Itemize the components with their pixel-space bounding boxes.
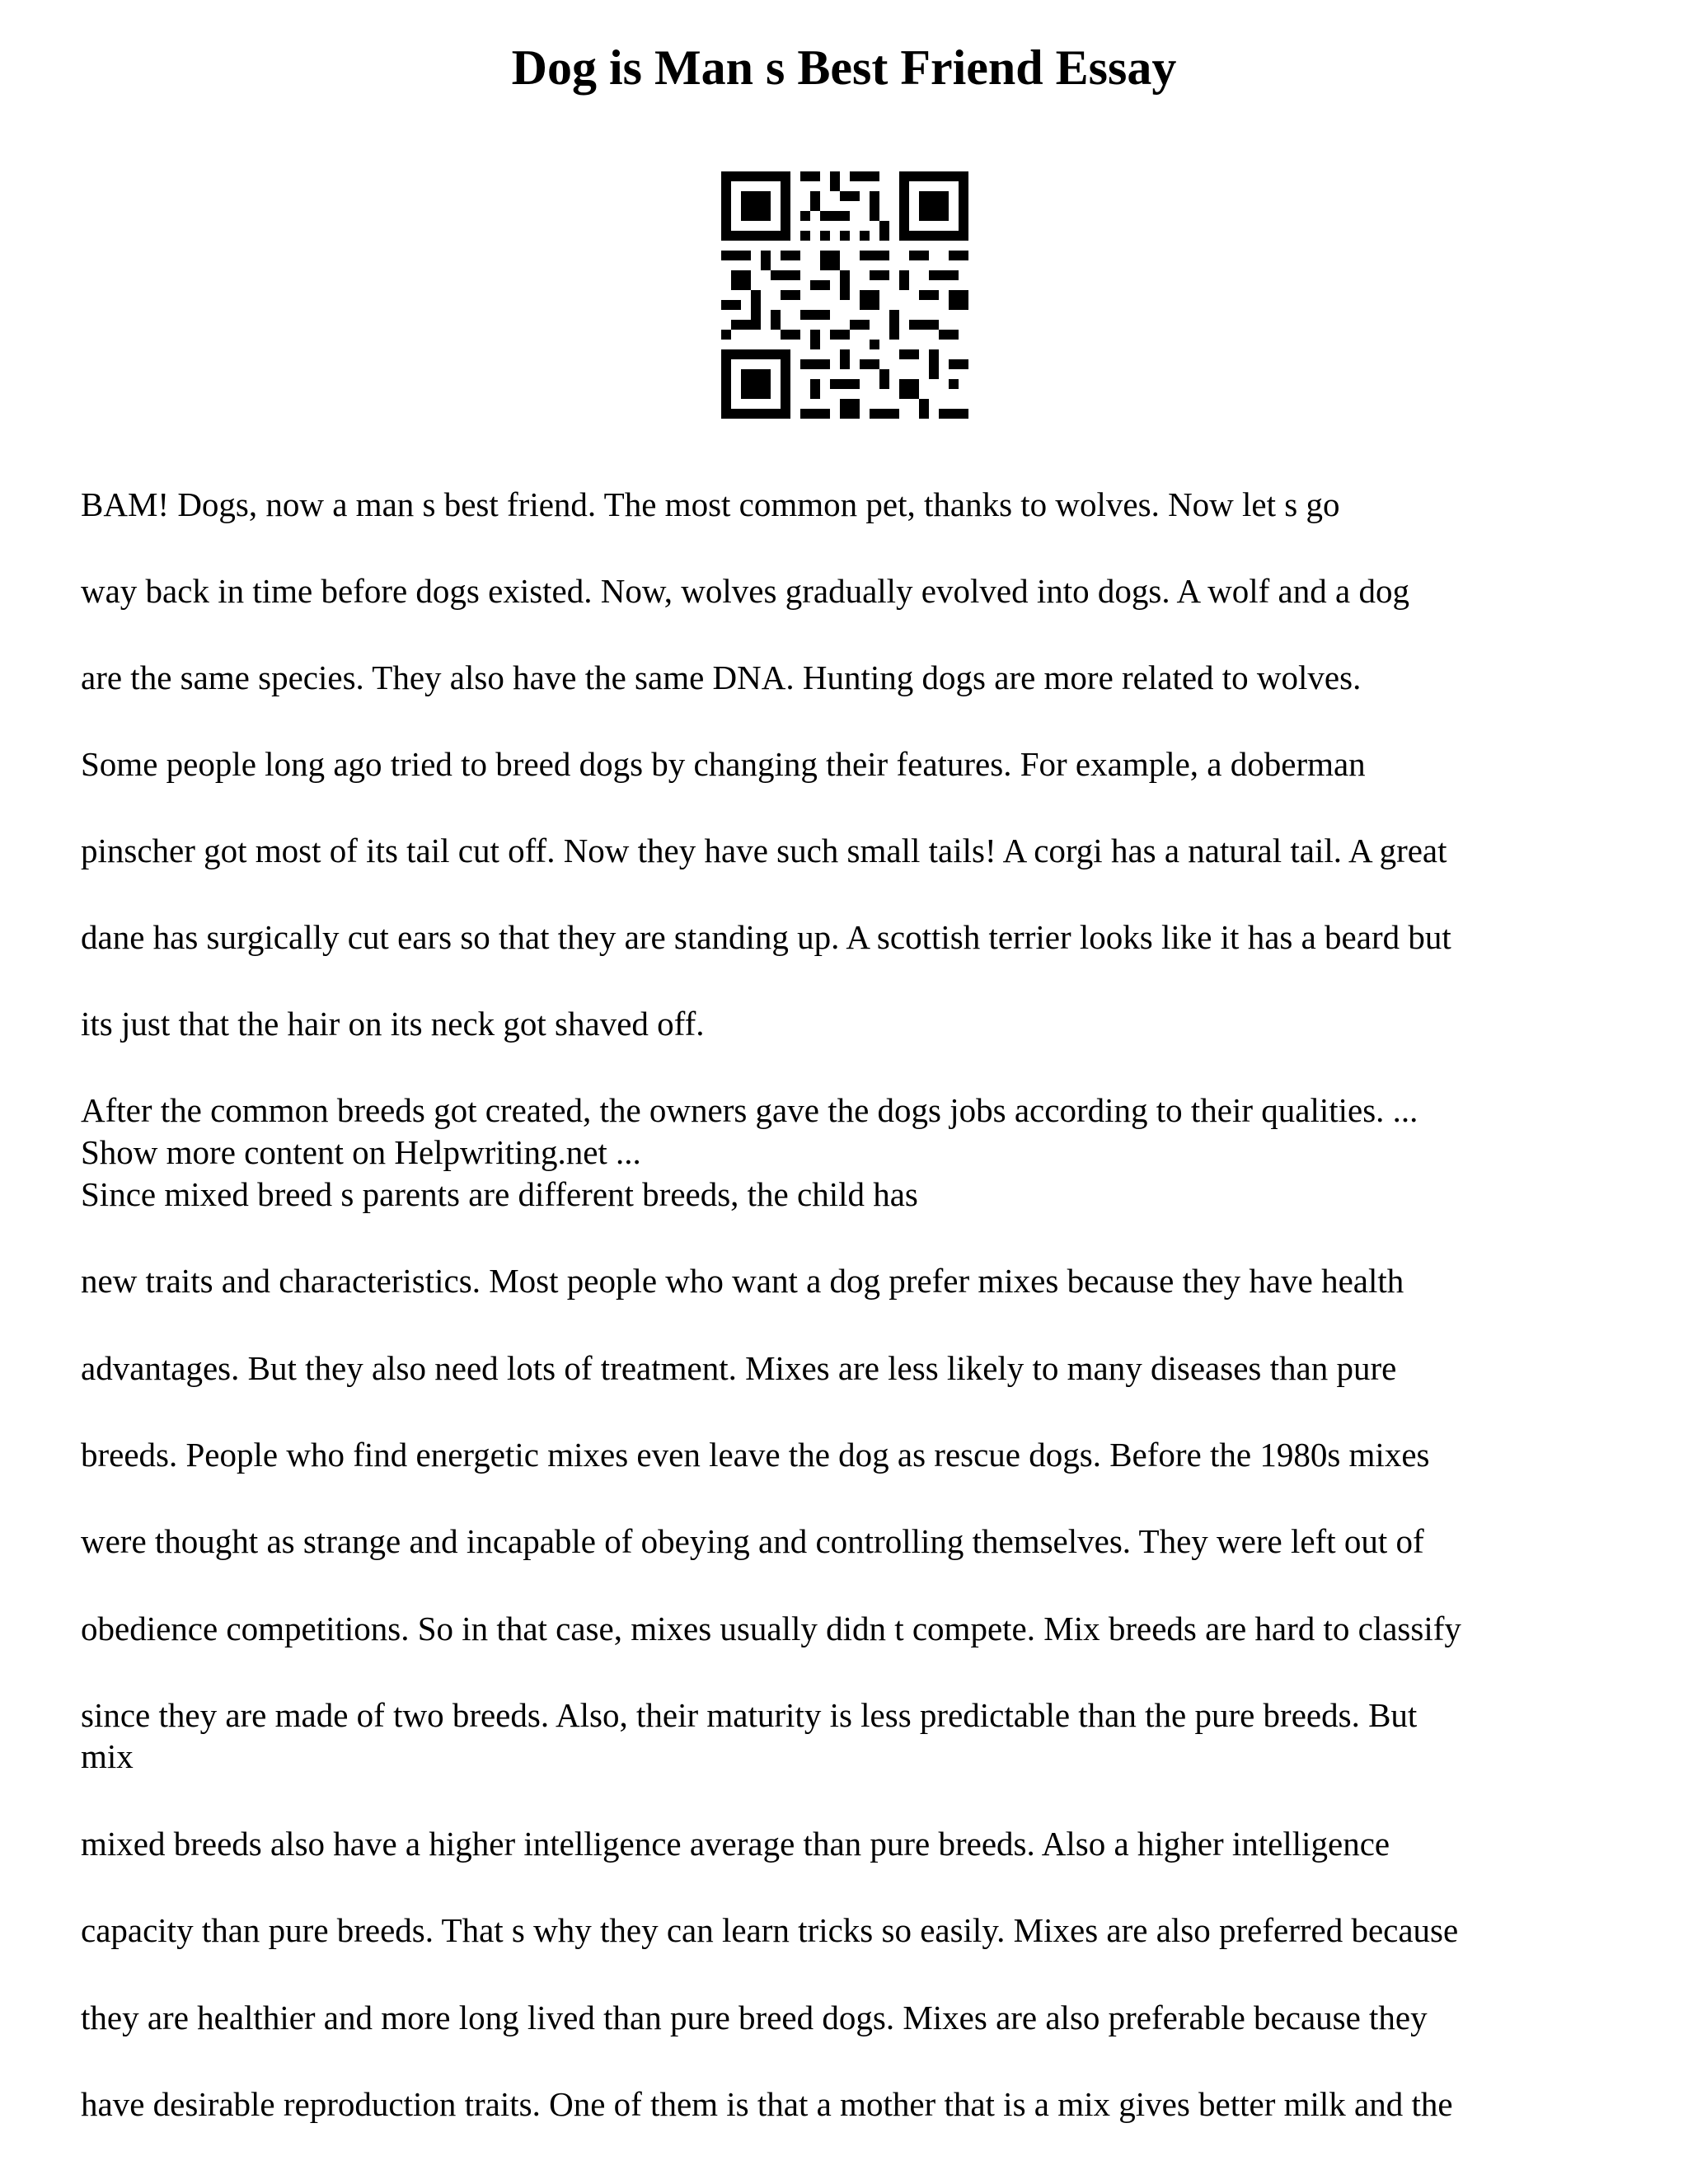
paragraph-line: After the common breeds got created, the owners gave the dogs jobs according to their qualities. ...: [81, 1091, 1418, 1129]
paragraph-line: advantages. But they also need lots of treatment. Mixes are less likely to many diseases than pure: [81, 1349, 1397, 1387]
paragraph-line: since they are made of two breeds. Also, their maturity is less predictable than the pure breeds. But: [81, 1696, 1418, 1734]
paragraph-line: Since mixed breed s parents are different breeds, the child has: [81, 1175, 918, 1213]
paragraph-line: mix: [81, 1737, 134, 1775]
paragraph-line: obedience competitions. So in that case, mixes usually didn t compete. Mix breeds are hard to classify: [81, 1610, 1461, 1647]
show-more-link[interactable]: Show more content on Helpwriting.net ...: [81, 1133, 641, 1171]
paragraph-line: dane has surgically cut ears so that they are standing up. A scottish terrier looks like it has a beard but: [81, 918, 1451, 956]
paragraph-line: capacity than pure breeds. That s why they can learn tricks so easily. Mixes are also preferred because: [81, 1911, 1459, 1949]
qr-code-icon: [721, 171, 968, 419]
paragraph-line: its just that the hair on its neck got shaved off.: [81, 1005, 705, 1043]
paragraph-line: Some people long ago tried to breed dogs by changing their features. For example, a doberman: [81, 745, 1366, 783]
paragraph-line: have desirable reproduction traits. One of them is that a mother that is a mix gives better milk and the: [81, 2085, 1453, 2123]
page-title: Dog is Man s Best Friend Essay: [511, 40, 1177, 95]
paragraph-line: breeds. People who find energetic mixes even leave the dog as rescue dogs. Before the 1980s mixes: [81, 1436, 1430, 1474]
paragraph-line: they are healthier and more long lived than pure breed dogs. Mixes are also preferable because they: [81, 1999, 1428, 2036]
paragraph-line: new traits and characteristics. Most people who want a dog prefer mixes because they have health: [81, 1262, 1404, 1300]
paragraph-line: were thought as strange and incapable of obeying and controlling themselves. They were left out of: [81, 1522, 1424, 1560]
paragraph-line: way back in time before dogs existed. Now, wolves gradually evolved into dogs. A wolf and a dog: [81, 572, 1409, 610]
paragraph-line: are the same species. They also have the same DNA. Hunting dogs are more related to wolves.: [81, 658, 1362, 696]
paragraph-line: BAM! Dogs, now a man s best friend. The most common pet, thanks to wolves. Now let s go: [81, 485, 1340, 523]
paragraph-line: pinscher got most of its tail cut off. Now they have such small tails! A corgi has a natural tail. A great: [81, 832, 1447, 869]
paragraph-line: mixed breeds also have a higher intelligence average than pure breeds. Also a higher intelligence: [81, 1825, 1390, 1863]
